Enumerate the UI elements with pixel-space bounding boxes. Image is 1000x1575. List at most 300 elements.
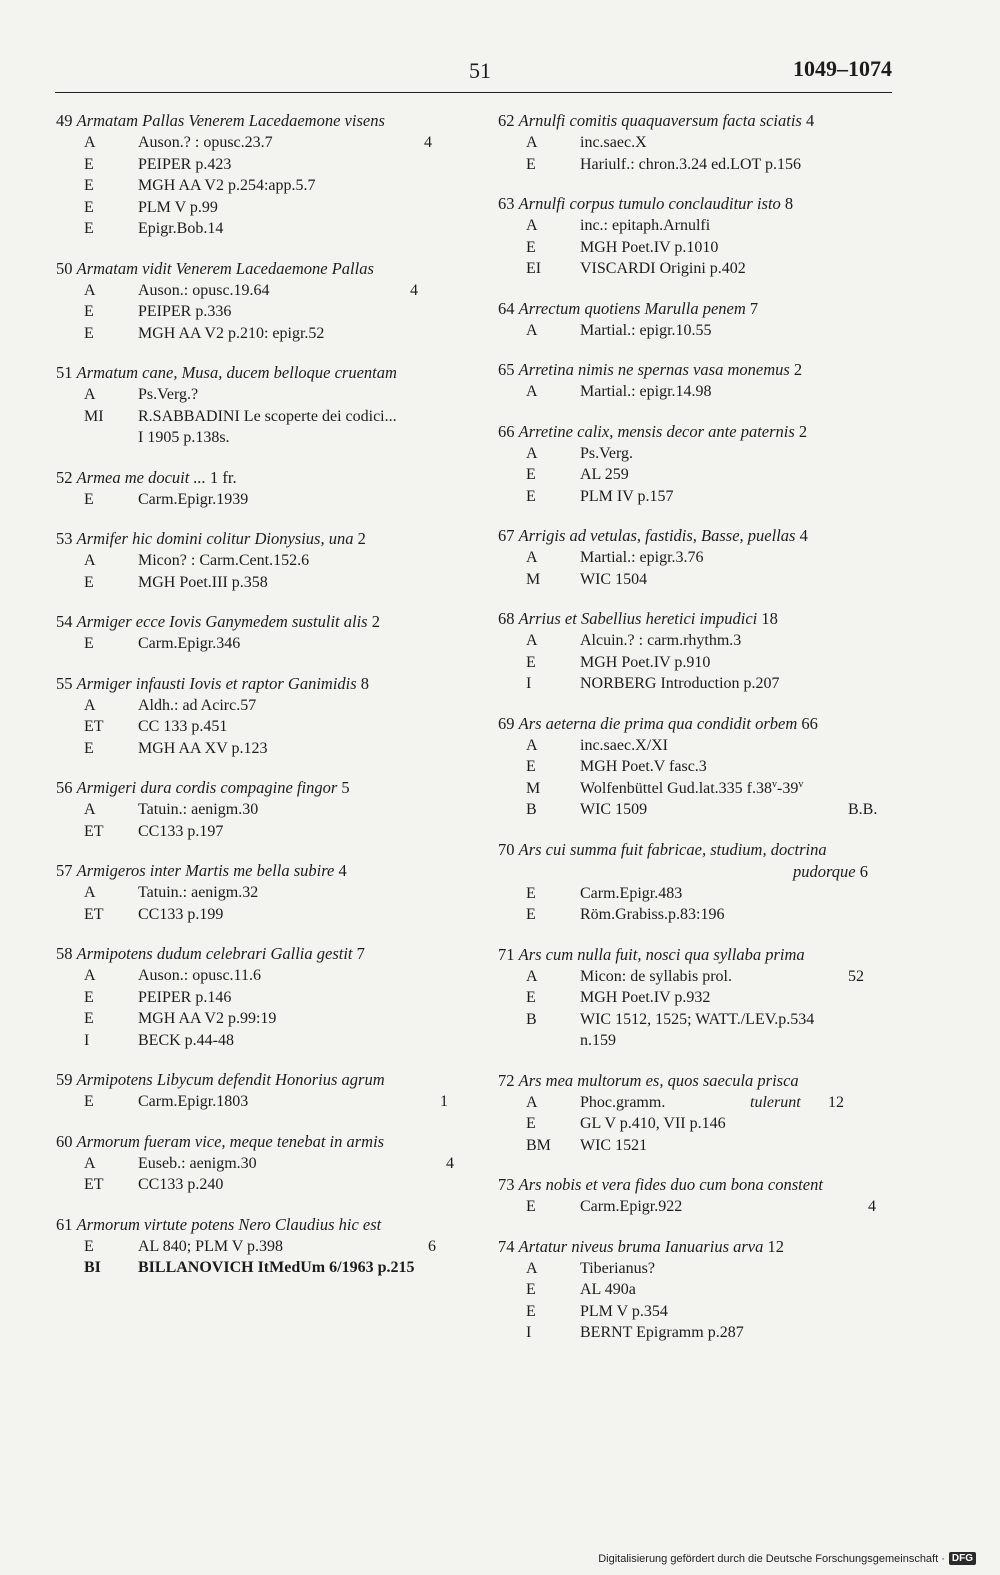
reference-text	[580, 904, 724, 926]
entry-number: 71	[498, 944, 515, 964]
reference-text	[138, 175, 316, 197]
reference-main: NORBERG Introduction p.207	[580, 675, 780, 692]
reference-text	[580, 132, 647, 154]
incipit-text: Arrectum quotiens Marulla penem	[518, 298, 746, 318]
reference-text	[138, 1257, 414, 1279]
reference-code: A	[526, 134, 538, 151]
reference-code: I	[526, 1324, 532, 1341]
entry-number: 62	[498, 111, 515, 130]
reference-text	[580, 258, 746, 280]
entry-incipit	[498, 110, 898, 132]
reference-main: MGH AA V2 p.99:19	[138, 1010, 277, 1027]
reference-main: R.SABBADINI Le scoperte dei codici...	[138, 407, 397, 425]
verse-count: 4	[805, 111, 815, 130]
reference-row	[498, 1301, 898, 1323]
entry	[498, 944, 898, 1052]
reference-code: E	[526, 155, 536, 173]
incipit-text: Arretine calix, mensis decor ante paternis	[518, 421, 795, 441]
reference-text	[580, 569, 647, 591]
entry	[498, 839, 898, 926]
reference-row	[56, 489, 476, 511]
entry-number: 57	[56, 861, 73, 880]
reference-code: E	[84, 324, 94, 342]
footer-text: Digitalisierung gefördert durch die Deutsche Forschungsgemeinschaft ·	[598, 1552, 945, 1565]
reference-row	[56, 218, 476, 240]
entry	[498, 525, 898, 590]
reference-code: E	[526, 466, 536, 483]
reference-code: E	[84, 490, 94, 508]
entry-number: 64	[498, 298, 515, 318]
reference-main: Auson.: opusc.19.64	[138, 281, 270, 299]
entry-incipit	[498, 1070, 898, 1092]
reference-row	[498, 381, 898, 403]
reference-row	[498, 1030, 898, 1052]
entry-number: 54	[56, 612, 73, 631]
entry	[498, 298, 898, 342]
reference-row	[498, 966, 898, 988]
reference-row	[56, 738, 476, 760]
reference-main: Aldh.: ad Acirc.57	[138, 696, 257, 714]
reference-text	[580, 215, 710, 237]
reference-main: PLM IV p.157	[580, 487, 674, 505]
incipit-continuation: tulerunt	[750, 1093, 801, 1111]
reference-main: inc.saec.X	[580, 134, 647, 151]
reference-code: E	[84, 635, 94, 652]
reference-main: CC133 p.199	[138, 905, 224, 923]
incipit-text: Armatam Pallas Venerem Lacedaemone visens	[76, 111, 385, 130]
entry	[56, 860, 476, 925]
reference-text	[138, 738, 268, 760]
reference-text	[580, 1113, 726, 1135]
reference-text	[138, 1153, 257, 1175]
reference-text	[138, 716, 227, 738]
reference-text	[580, 443, 633, 465]
reference-row	[56, 965, 476, 987]
entry-incipit	[56, 528, 476, 550]
reference-main: inc.saec.X/XI	[580, 736, 668, 754]
entry-number: 59	[56, 1070, 73, 1089]
reference-row	[498, 464, 898, 486]
reference-row	[56, 904, 476, 926]
incipit-text: Armiger ecce Iovis Ganymedem sustulit alis	[76, 612, 368, 631]
reference-text	[580, 1196, 682, 1218]
verse-count: 2	[793, 360, 803, 379]
reference-text	[138, 633, 240, 655]
entry-incipit	[56, 110, 476, 132]
verse-count: 18	[761, 609, 778, 628]
reference-main: Martial.: epigr.10.55	[580, 321, 712, 339]
entry	[498, 1070, 898, 1157]
reference-text	[580, 237, 718, 259]
reference-text	[580, 381, 712, 403]
reference-code: A	[84, 1154, 96, 1172]
reference-code: A	[526, 967, 538, 985]
reference-main: n.159	[580, 1032, 616, 1049]
verse-count: 8	[784, 194, 794, 213]
reference-row	[56, 1174, 476, 1196]
reference-main: Wolfenbüttel Gud.lat.335 f.38	[580, 779, 773, 797]
entry-number: 61	[56, 1214, 73, 1234]
reference-code: A	[84, 801, 96, 818]
reference-code: ET	[84, 718, 104, 735]
reference-code: A	[84, 281, 96, 299]
reference-code: E	[526, 487, 536, 505]
reference-main: Ps.Verg.?	[138, 386, 199, 403]
reference-main: MGH Poet.IV p.1010	[580, 238, 719, 256]
verse-count: 66	[801, 713, 818, 733]
incipit-text: Arrius et Sabellius heretici impudici	[518, 609, 758, 628]
reference-text	[138, 904, 223, 926]
reference-text	[138, 821, 223, 843]
entry	[56, 611, 476, 655]
verse-count: 4	[338, 861, 347, 880]
incipit-text: Armifer hic domini colitur Dionysius, una	[76, 529, 354, 548]
reference-row	[498, 1279, 898, 1301]
entry	[498, 713, 898, 821]
reference-code: A	[84, 696, 96, 714]
incipit-continuation	[498, 861, 898, 883]
incipit-text: Arnulfi comitis quaquaversum facta sciatis	[518, 111, 802, 130]
reference-main: PEIPER p.423	[138, 155, 232, 173]
reference-main: Euseb.: aenigm.30	[138, 1154, 257, 1172]
verse-count: 7	[356, 944, 365, 963]
reference-text	[138, 1008, 276, 1030]
reference-main: CC133 p.240	[138, 1176, 224, 1193]
reference-code: BI	[84, 1259, 101, 1276]
verse-count: 52	[848, 967, 864, 985]
reference-main: I 1905 p.138s.	[138, 429, 230, 446]
entry-incipit	[498, 421, 898, 443]
reference-row	[498, 883, 898, 905]
reference-row	[498, 778, 898, 800]
reference-text	[138, 489, 248, 511]
reference-row	[56, 175, 476, 197]
reference-code: A	[84, 967, 96, 984]
reference-code: ET	[84, 822, 104, 840]
verse-count: 2	[371, 612, 380, 631]
reference-main: WIC 1509	[580, 801, 648, 818]
reference-code: E	[526, 758, 536, 775]
reference-text	[580, 1030, 616, 1052]
reference-text	[580, 1301, 668, 1323]
reference-main: Micon? : Carm.Cent.152.6	[138, 552, 310, 569]
reference-code: I	[526, 675, 532, 692]
verse-count: 2	[798, 421, 808, 441]
reference-text	[138, 1174, 223, 1196]
reference-text	[138, 427, 230, 449]
reference-main: MGH Poet.IV p.932	[580, 989, 711, 1006]
reference-text	[580, 735, 668, 757]
reference-row	[56, 197, 476, 219]
incipit-text: Armatam vidit Venerem Lacedaemone Pallas	[76, 258, 374, 278]
entry-number: 65	[498, 360, 515, 379]
reference-main: Martial.: epigr.3.76	[580, 549, 704, 566]
verse-count: 1 fr.	[209, 467, 237, 487]
reference-text	[138, 1091, 248, 1113]
verse-count: 2	[357, 529, 366, 548]
incipit-text: Arrigis ad vetulas, fastidis, Basse, puellas	[518, 526, 796, 545]
reference-code: E	[84, 573, 94, 591]
reference-code: A	[526, 444, 538, 462]
reference-code: E	[84, 155, 94, 173]
entry-incipit	[56, 860, 476, 882]
reference-main: Phoc.gramm.	[580, 1093, 666, 1111]
verse-count: 4	[424, 134, 432, 151]
reference-main: Carm.Epigr.346	[138, 635, 241, 652]
entry-incipit	[56, 611, 476, 633]
entry-incipit	[56, 258, 476, 280]
entry	[56, 943, 476, 1051]
left-column	[56, 110, 476, 1297]
right-column	[498, 110, 898, 1362]
reference-code: M	[526, 779, 541, 797]
reference-row	[56, 280, 476, 302]
reference-code: B	[526, 1010, 537, 1028]
reference-main: BILLANOVICH ItMedUm 6/1963 p.215	[138, 1259, 415, 1276]
entry-number: 50	[56, 258, 73, 278]
reference-text	[138, 323, 324, 345]
reference-row	[498, 1009, 898, 1031]
incipit-text: Artatur niveus bruma Ianuarius arva	[518, 1236, 764, 1256]
reference-code: E	[526, 989, 536, 1006]
incipit-text: Armipotens Libycum defendit Honorius agrum	[76, 1070, 385, 1089]
reference-text	[138, 406, 397, 428]
reference-main: Martial.: epigr.14.98	[580, 383, 712, 400]
entry-number: 60	[56, 1131, 73, 1151]
entry	[498, 193, 898, 280]
reference-row	[498, 1092, 898, 1114]
reference-code: I	[84, 1031, 90, 1049]
entry-number: 68	[498, 609, 515, 628]
reference-text	[138, 301, 231, 323]
page-range: 1049–1074	[793, 56, 892, 81]
reference-text	[138, 132, 273, 154]
folio-superscript: v	[798, 778, 804, 790]
reference-code: E	[84, 198, 94, 216]
incipit-cont-text: pudorque	[792, 861, 856, 881]
reference-main: AL 490a	[580, 1281, 636, 1298]
reference-main: PLM V p.99	[138, 198, 218, 216]
reference-text	[580, 778, 803, 800]
verse-count: 12	[767, 1236, 784, 1256]
reference-row	[56, 384, 476, 406]
reference-text	[138, 154, 231, 176]
reference-main: Röm.Grabiss.p.83:196	[580, 906, 725, 923]
reference-code: E	[84, 1093, 94, 1110]
entry-number: 72	[498, 1070, 515, 1090]
reference-row	[498, 652, 898, 674]
reference-row	[56, 1008, 476, 1030]
reference-text	[580, 1009, 814, 1031]
reference-row	[56, 323, 476, 345]
reference-text	[580, 154, 801, 176]
entry-number: 67	[498, 526, 515, 545]
entry	[498, 1174, 898, 1218]
reference-row	[498, 237, 898, 259]
entry-incipit	[56, 1069, 476, 1091]
reference-text	[580, 1322, 744, 1344]
entry-number: 63	[498, 194, 515, 213]
reference-code: A	[526, 383, 538, 400]
reference-code: E	[526, 238, 536, 256]
verse-count: 1	[440, 1093, 448, 1110]
entry-incipit	[56, 1214, 476, 1236]
entry	[56, 777, 476, 842]
reference-main: MGH AA XV p.123	[138, 739, 268, 757]
entry-number: 51	[56, 363, 73, 382]
reference-text	[138, 572, 268, 594]
incipit-text: Arretina nimis ne spernas vasa monemus	[518, 360, 790, 379]
reference-main: Carm.Epigr.922	[580, 1198, 683, 1215]
reference-text	[580, 799, 647, 821]
incipit-text: Ars aeterna die prima qua condidit orbem	[518, 713, 798, 733]
reference-text	[580, 673, 780, 695]
reference-code: E	[526, 1281, 536, 1298]
reference-code: A	[526, 1259, 538, 1277]
reference-main: Alcuin.? : carm.rhythm.3	[580, 632, 742, 649]
entry-number: 58	[56, 944, 73, 963]
incipit-text: Armigeros inter Martis me bella subire	[76, 861, 335, 880]
reference-row	[56, 695, 476, 717]
reference-row	[498, 1196, 898, 1218]
reference-row	[56, 1236, 476, 1258]
reference-code: A	[84, 552, 96, 569]
reference-row	[498, 1258, 898, 1280]
reference-row	[498, 673, 898, 695]
reference-code: ET	[84, 905, 104, 923]
reference-code: E	[526, 1115, 536, 1132]
entry	[56, 362, 476, 449]
entry-incipit	[498, 608, 898, 630]
reference-text	[580, 883, 682, 905]
entry	[498, 359, 898, 403]
reference-row	[56, 633, 476, 655]
reference-row	[56, 799, 476, 821]
reference-main: MGH Poet.III p.358	[138, 573, 268, 591]
entry	[498, 1236, 898, 1344]
entry-incipit	[498, 193, 898, 215]
entry	[56, 1214, 476, 1279]
reference-text	[580, 1135, 647, 1157]
reference-code: E	[84, 220, 94, 237]
reference-row	[498, 735, 898, 757]
reference-code: B	[526, 801, 537, 818]
reference-row	[56, 716, 476, 738]
reference-code: A	[526, 1093, 538, 1111]
reference-main: PEIPER p.146	[138, 988, 232, 1006]
reference-main: MGH Poet.V fasc.3	[580, 758, 707, 775]
reference-code: ET	[84, 1176, 104, 1193]
entry	[498, 421, 898, 508]
reference-text	[580, 966, 732, 988]
entry	[56, 110, 476, 240]
entry	[56, 1131, 476, 1196]
reference-main: PEIPER p.336	[138, 303, 232, 320]
verse-count: 6	[859, 861, 868, 881]
reference-row	[56, 882, 476, 904]
reference-code: E	[84, 1237, 94, 1255]
entry	[56, 528, 476, 593]
entry-incipit	[56, 943, 476, 965]
reference-code: A	[526, 736, 538, 754]
reference-text	[580, 987, 710, 1009]
reference-text	[138, 882, 258, 904]
entry-incipit	[56, 673, 476, 695]
reference-row	[56, 406, 476, 428]
entry-incipit	[498, 525, 898, 547]
entry-number: 55	[56, 673, 73, 693]
reference-main: WIC 1512, 1525; WATT./LEV.p.534	[580, 1010, 815, 1028]
reference-code: A	[84, 386, 96, 403]
reference-text	[138, 695, 256, 717]
reference-row	[498, 1135, 898, 1157]
reference-row	[56, 1153, 476, 1175]
reference-row	[56, 1030, 476, 1052]
reference-row	[56, 550, 476, 572]
entry-number: 53	[56, 529, 73, 548]
reference-text	[580, 630, 741, 652]
reference-row	[498, 569, 898, 591]
entry-number: 73	[498, 1175, 515, 1194]
reference-code: E	[84, 177, 94, 194]
reference-code: E	[526, 1302, 536, 1320]
reference-text	[580, 320, 712, 342]
reference-row	[498, 486, 898, 508]
entry-number: 74	[498, 1236, 515, 1256]
reference-main: Micon: de syllabis prol.	[580, 967, 732, 985]
reference-main: Ps.Verg.	[580, 444, 634, 462]
reference-code: A	[526, 549, 538, 566]
verse-count: 12	[828, 1093, 844, 1111]
reference-row	[56, 987, 476, 1009]
dfg-logo: DFG	[949, 1552, 976, 1565]
reference-row	[498, 154, 898, 176]
reference-row	[498, 1322, 898, 1344]
reference-text	[138, 987, 231, 1009]
incipit-text: Armiger infausti Iovis et raptor Ganimidis	[76, 673, 357, 693]
reference-text	[580, 1258, 655, 1280]
entry-number: 66	[498, 421, 515, 441]
verse-count: 5	[341, 778, 350, 797]
incipit-text: Arnulfi corpus tumulo conclauditur isto	[518, 194, 781, 213]
reference-main: Tatuin.: aenigm.30	[138, 801, 259, 818]
verse-count: 7	[749, 298, 759, 318]
reference-main: GL V p.410, VII p.146	[580, 1115, 726, 1132]
reference-row	[498, 547, 898, 569]
reference-main: MGH AA V2 p.210: epigr.52	[138, 324, 325, 342]
entry-incipit	[56, 467, 476, 489]
reference-code: A	[526, 217, 538, 234]
reference-main: WIC 1504	[580, 570, 648, 588]
reference-main: MGH Poet.IV p.910	[580, 653, 711, 671]
reference-code: E	[526, 884, 536, 902]
reference-text	[138, 280, 270, 302]
reference-code: A	[526, 321, 538, 339]
reference-code: MI	[84, 407, 104, 425]
reference-code: E	[84, 988, 94, 1006]
reference-row	[498, 320, 898, 342]
reference-text	[580, 547, 704, 569]
entry	[56, 467, 476, 511]
reference-code: E	[526, 1198, 536, 1215]
entry-number: 69	[498, 713, 515, 733]
incipit-text: Armipotens dudum celebrari Gallia gestit	[76, 944, 353, 963]
verse-count: B.B.	[848, 801, 878, 818]
entry-incipit	[498, 944, 898, 966]
entry-incipit	[498, 359, 898, 381]
reference-text	[580, 486, 674, 508]
reference-row	[498, 1113, 898, 1135]
